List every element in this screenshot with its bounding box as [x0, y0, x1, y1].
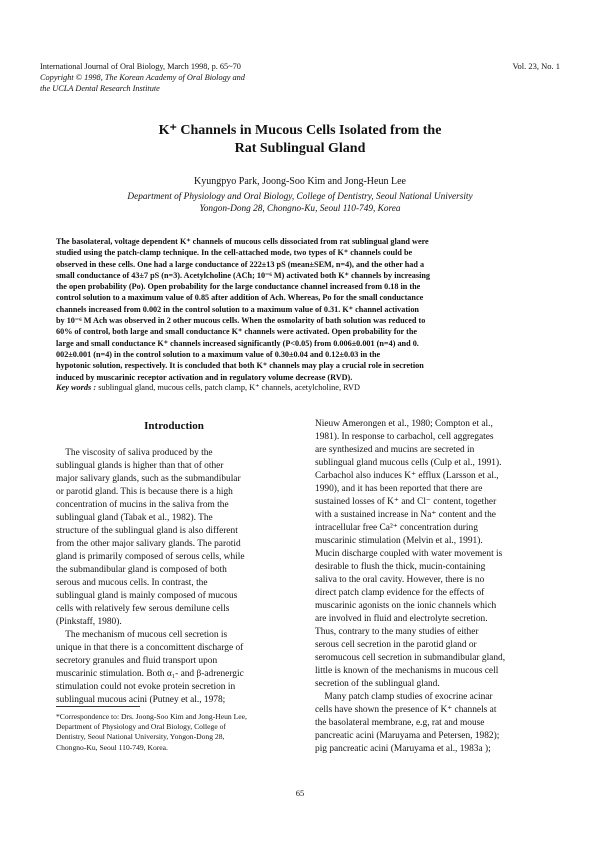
abstract-line: channels increased from 0.002 in the control solution to a maximum value of 0.31. K⁺ channel activation: [56, 304, 419, 314]
body-text-line: direct patch clamp evidence for the effects of: [315, 588, 485, 598]
body-text-line: structure of the sublingual gland is also different: [56, 526, 238, 536]
abstract-line: the open probability (Po). Open probability for the large conductance channel increased from 0.18 in the: [56, 282, 421, 292]
author-list: Kyungpyo Park, Joong-Soo Kim and Jong-Heun Lee: [194, 176, 406, 187]
body-text-line: Mucin discharge coupled with water movement is: [315, 549, 503, 559]
body-text-line: serous and mucous cells. In contrast, the: [56, 578, 208, 588]
body-text-line: sublingual glands is higher than that of other: [56, 461, 224, 471]
header-line: International Journal of Oral Biology, March 1998, p. 65~70: [40, 62, 241, 71]
body-text-line: intracellular free Ca²⁺ concentration during: [315, 523, 478, 533]
body-text-line: sublingual gland is mainly composed of mucous: [56, 591, 238, 601]
footnote-line: Department of Physiology and Oral Biology, College of: [56, 722, 226, 732]
body-text-line: sublingual mucous acini (Putney et al., 1978;: [56, 695, 226, 705]
body-text-line: cells with relatively few serous demilune cells: [56, 604, 230, 614]
body-text-line: from the other major salivary glands. The parotid: [56, 539, 241, 549]
title-line: K⁺ Channels in Mucous Cells Isolated from the: [158, 123, 442, 138]
correspondence-footnote: [56, 712, 296, 753]
body-text-line: pancreatic acini (Maruyama and Petersen, 1982);: [315, 731, 500, 741]
abstract-line: by 10⁻⁶ M Ach was observed in 2 other mucous cells. When the osmolarity of bath solution was reduced to: [56, 316, 426, 326]
abstract-line: large and small conductance K⁺ channels increased significantly (P<0.05) from 0.006±0.001 (n=4) and 0.: [56, 338, 419, 348]
abstract-line: hypotonic solution, respectively. It is concluded that both K⁺ channels may play a crucial role in secretion: [56, 361, 424, 371]
body-text-line: muscarinic stimulation (Melvin et al., 1991).: [315, 536, 483, 546]
right-column-body: [315, 418, 551, 756]
body-text-line: unique in that there is a concomittent discharge of: [56, 643, 244, 653]
footnote-line: Chongno-Ku, Seoul 110-749, Korea.: [56, 742, 168, 752]
body-text-line: with a sustained increase in Na⁺ content and the: [315, 510, 496, 520]
body-text-line: major salivary glands, such as the submandibular: [56, 474, 241, 484]
abstract: [56, 236, 544, 383]
body-text-line: are involved in fluid and electrolyte secretion.: [315, 614, 488, 624]
affiliation-line: Yongon-Dong 28, Chongno-Ku, Seoul 110-749, Korea: [199, 204, 401, 215]
body-text-line: Nieuw Amerongen et al., 1980; Compton et al.,: [315, 419, 493, 429]
right-column: [315, 418, 551, 756]
body-text-line: the basolateral membrane, e.g, rat and mouse: [315, 718, 485, 728]
body-text-line: concentration of mucins in the saliva from the: [56, 500, 229, 510]
body-text-line: sublingual gland mucous cells (Culp et al., 1991).: [315, 458, 502, 468]
footnote-divider: [56, 706, 140, 707]
footnote-line: Dentistry, Seoul National University, Yongon-Dong 28,: [56, 732, 225, 742]
abstract-line: observed in these cells. One had a large conductance of 222±13 pS (mean±SEM, n=4), and the other had a: [56, 259, 425, 269]
body-text-line: (Pinkstaff, 1980).: [56, 617, 122, 627]
journal-header: [40, 61, 370, 95]
body-text-line: sublingual gland (Tabak et al., 1982). The: [56, 513, 213, 523]
section-heading: Introduction: [144, 420, 204, 432]
body-text-line: desirable to flush the thick, mucin-containing: [315, 562, 486, 572]
affiliation-line: Department of Physiology and Oral Biology, College of Dentistry, Seoul National University: [127, 192, 473, 202]
body-text-line: the submandibular gland is composed of both: [56, 565, 227, 575]
body-text-line: muscarinic stimulation. Both α₁- and β-adrenergic: [56, 669, 244, 679]
body-text-line: Many patch clamp studies of exocrine acinar: [315, 692, 493, 702]
body-text-line: 1981). In response to carbachol, cell aggregates: [315, 432, 494, 442]
affiliation: [60, 191, 540, 216]
body-text-line: stimulation could not evoke protein secretion in: [56, 682, 236, 692]
article-title: [60, 122, 540, 158]
body-text-line: pig pancreatic acini (Maruyama et al., 1983a );: [315, 744, 491, 754]
abstract-line: small conductance of 43±7 pS (n=3). Acetylcholine (ACh; 10⁻⁶ M) activated both K⁺ channels by increasing: [56, 270, 430, 280]
body-text-line: 1990), and it has been reported that there are: [315, 484, 483, 494]
body-text-line: seromucous cell secretion in submandibular gland,: [315, 653, 506, 663]
abstract-line: 002±0.001 (n=4) in the control solution to a maximum value of 0.30±0.04 and 0.12±0.03 in the: [56, 349, 381, 359]
abstract-line: 60% of control, both large and small conductance K⁺ channels were activated. Open probability for the: [56, 327, 418, 337]
volume-number: Vol. 23, No. 1: [512, 61, 560, 71]
body-text-line: secretory granules and fluid transport upon: [56, 656, 218, 666]
keywords-label: Key words :: [56, 383, 97, 392]
keywords-text: sublingual gland, mucous cells, patch clamp, K⁺ channels, acetylcholine, RVD: [98, 383, 360, 392]
header-line: the UCLA Dental Research Institute: [40, 84, 160, 94]
abstract-line: studied using the patch-clamp technique. In the cell-attached mode, two types of K⁺ channels could be: [56, 248, 413, 258]
body-text-line: gland is primarily composed of serous cells, while: [56, 552, 245, 562]
left-column: [56, 420, 292, 707]
body-text-line: cells have shown the presence of K⁺ channels at: [315, 705, 497, 715]
abstract-line: control solution to a maximum value of 0.85 after addition of Ach. Whereas, Po for the small conductance: [56, 293, 424, 303]
keywords: [56, 382, 544, 392]
body-text-line: are synthesized and mucins are secreted in: [315, 445, 475, 455]
body-text-line: or parotid gland. This is because there is a high: [56, 487, 233, 497]
title-line: Rat Sublingual Gland: [234, 141, 366, 156]
footnote-line: *Correspondence to: Drs. Joong-Soo Kim and Jong-Heun Lee,: [56, 712, 247, 721]
abstract-line: induced by muscarinic receptor activation and in regulatory volume decrease (RVD).: [56, 372, 353, 382]
body-text-line: saliva to the oral cavity. However, there is no: [315, 575, 485, 585]
body-text-line: muscarinic agonists on the ionic channels which: [315, 601, 497, 611]
body-text-line: serous cell secretion in the parotid gland or: [315, 640, 477, 650]
body-text-line: little is known of the mechanisms in mucous cell: [315, 666, 499, 676]
body-text-line: Carbachol also induces K⁺ efflux (Larsson et al.,: [315, 471, 499, 481]
body-text-line: The viscosity of saliva produced by the: [56, 448, 213, 458]
body-text-line: The mechanism of mucous cell secretion is: [56, 630, 228, 640]
header-line: Copyright © 1998, The Korean Academy of Oral Biology and: [40, 73, 245, 83]
body-text-line: Thus, contrary to the many studies of either: [315, 627, 479, 637]
abstract-line: The basolateral, voltage dependent K⁺ channels of mucous cells dissociated from rat sublingual gland were: [56, 237, 429, 246]
page-number: 65: [295, 788, 305, 798]
left-column-body: [56, 447, 292, 707]
body-text-line: secretion of the sublingual gland.: [315, 679, 440, 689]
body-text-line: sustained losses of K⁺ and Cl⁻ content, together: [315, 497, 497, 507]
